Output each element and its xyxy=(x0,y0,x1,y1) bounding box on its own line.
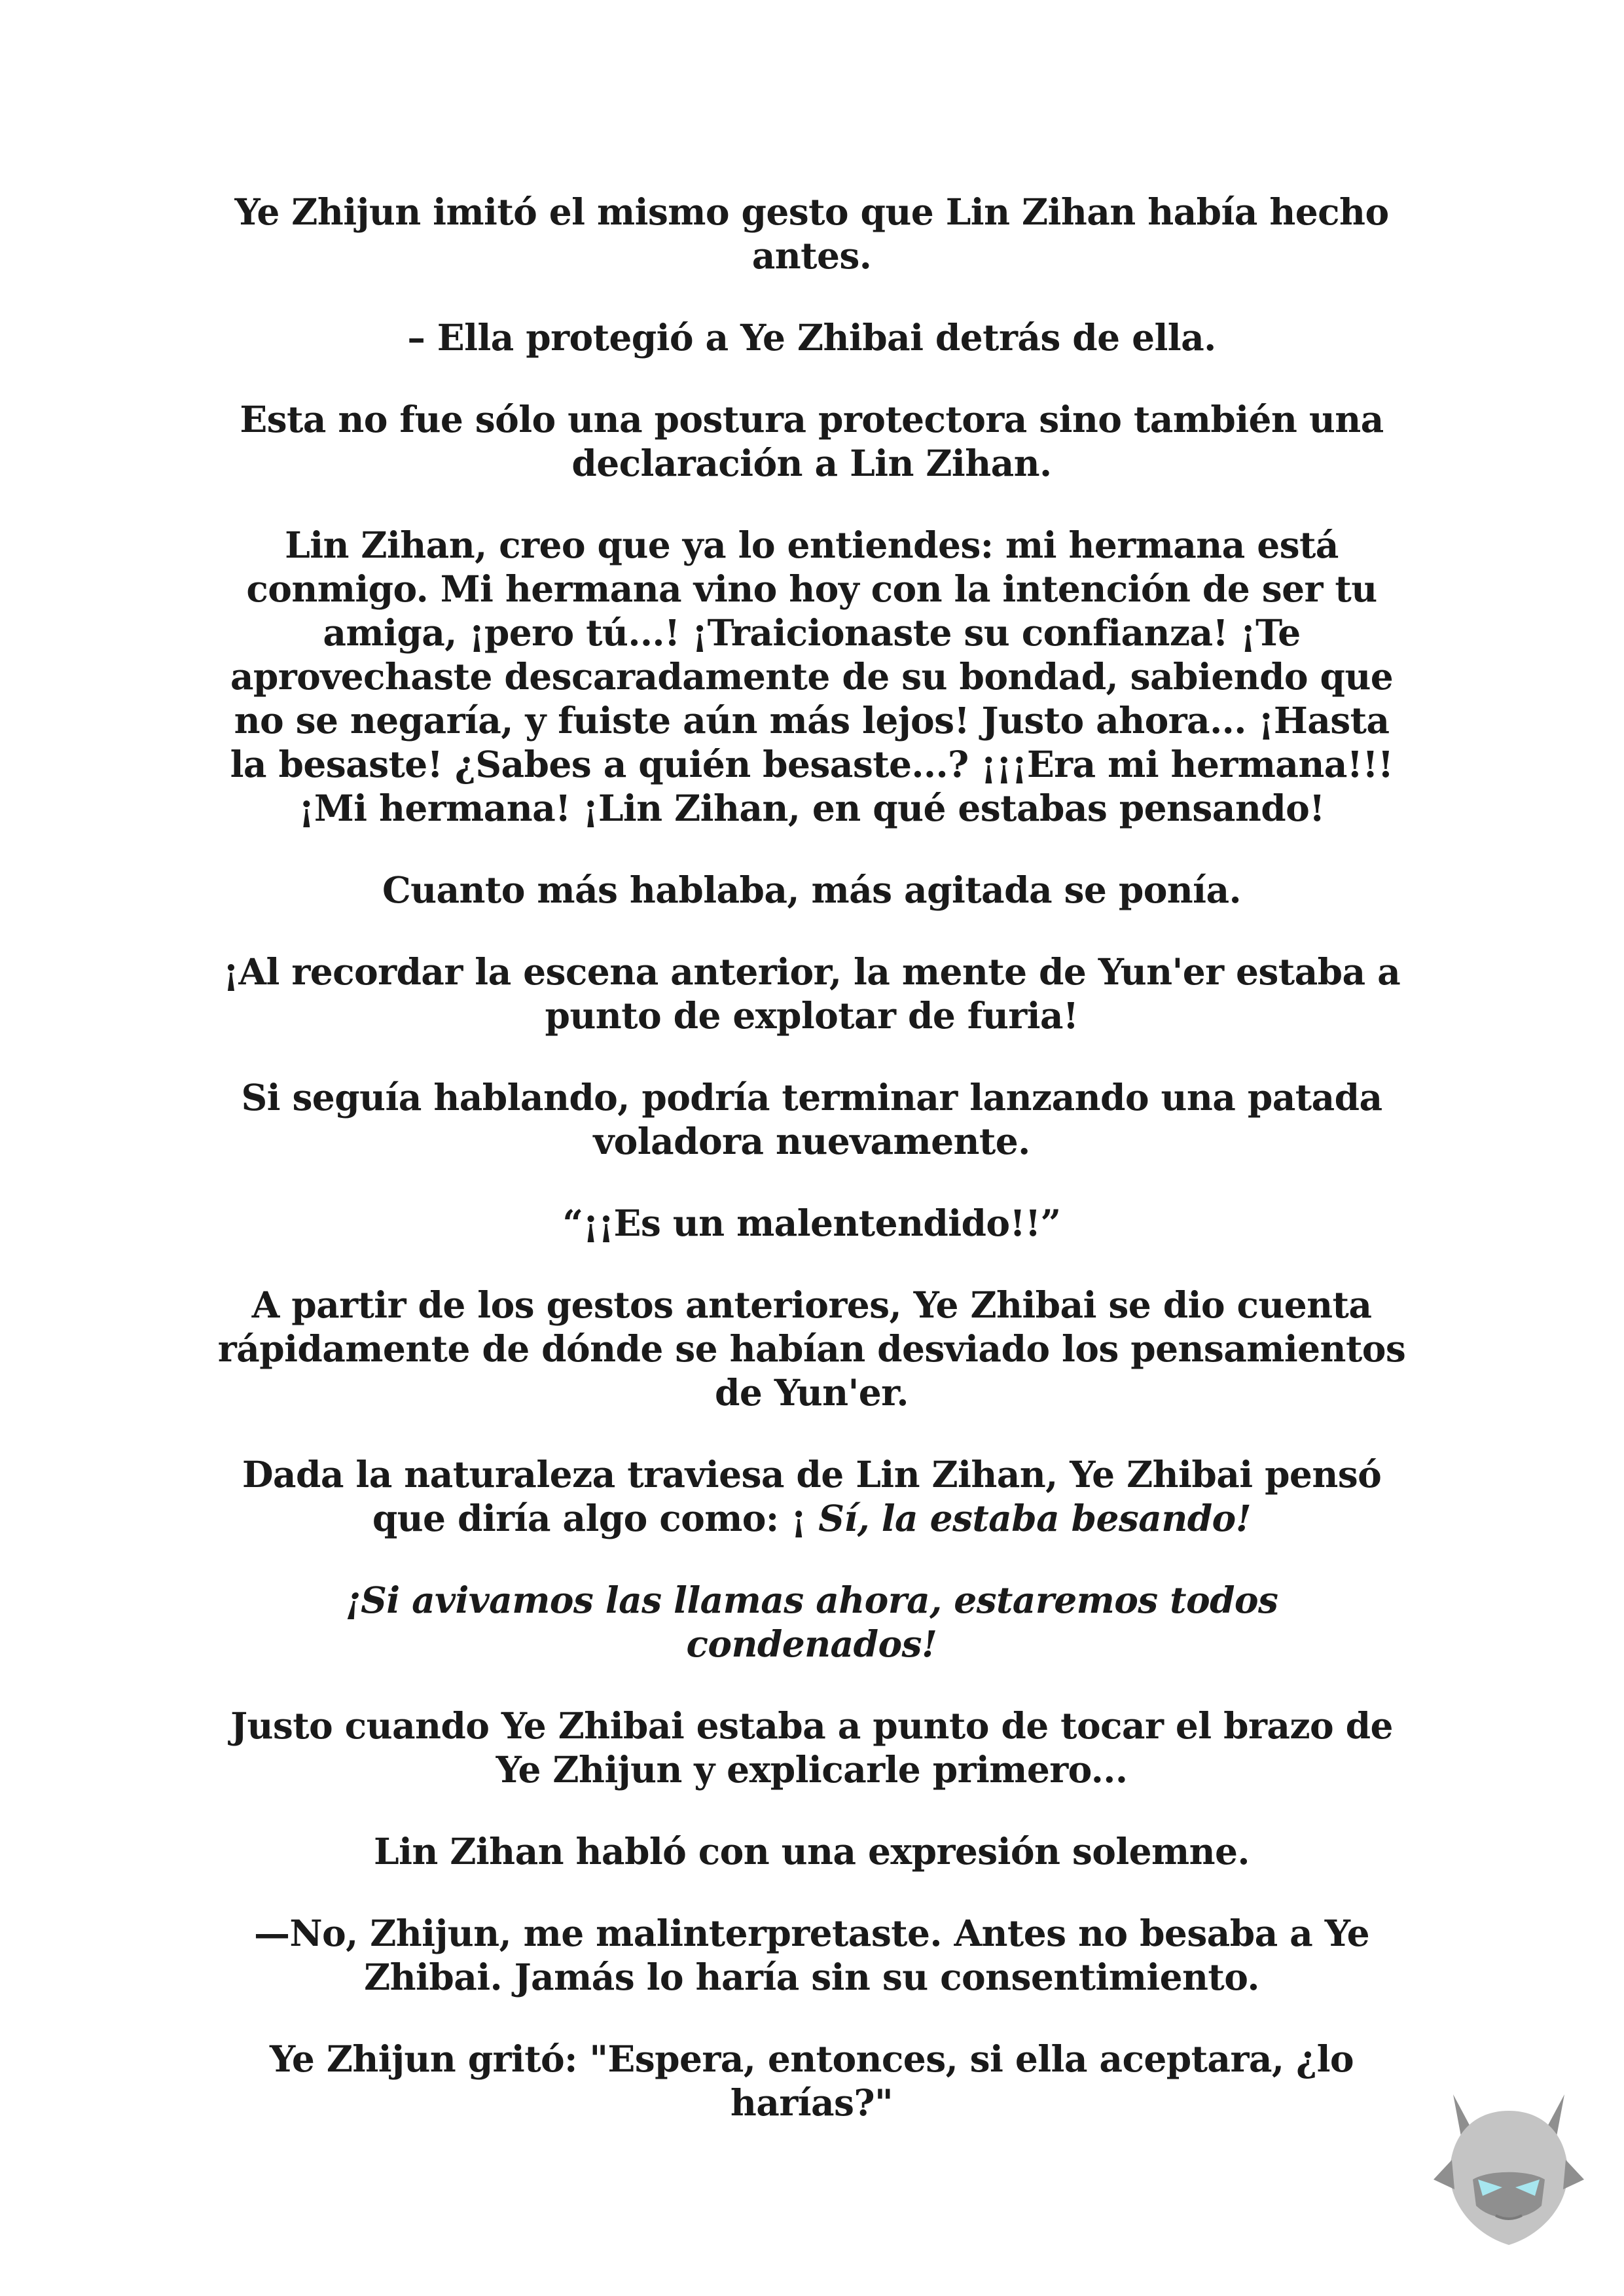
paragraph-text: Si seguía hablando, podría terminar lanzando una patada voladora nuevamente. xyxy=(241,1076,1382,1162)
paragraph-15 xyxy=(216,2037,1407,2125)
paragraph-italic-text: Sí, la estaba besando! xyxy=(818,1497,1252,1539)
paragraph-text: “¡¡Es un malentendido!!” xyxy=(562,1202,1061,1244)
paragraph-text: Ye Zhijun imitó el mismo gesto que Lin Zihan había hecho antes. xyxy=(234,190,1389,277)
paragraph-text: Cuanto más hablaba, más agitada se ponía. xyxy=(382,869,1242,911)
paragraph-5 xyxy=(216,868,1407,912)
paragraph-text: ¡Al recordar la escena anterior, la mente de Yun'er estaba a punto de explotar de furia! xyxy=(223,950,1401,1037)
paragraph-7 xyxy=(216,1075,1407,1163)
paragraph-italic-text: ¡Si avivamos las llamas ahora, estaremos todos condenados! xyxy=(345,1579,1278,1665)
paragraph-text: – Ella protegió a Ye Zhibai detrás de ella. xyxy=(407,316,1216,359)
right-spike xyxy=(1563,2160,1584,2189)
paragraph-13 xyxy=(216,1829,1407,1873)
paragraph-text: Justo cuando Ye Zhibai estaba a punto de tocar el brazo de Ye Zhijun y explicarle primero... xyxy=(230,1704,1393,1791)
paragraph-text: Lin Zihan habló con una expresión solemne. xyxy=(374,1830,1250,1873)
paragraph-text: Esta no fue sólo una postura protectora sino también una declaración a Lin Zihan. xyxy=(240,398,1384,484)
paragraph-text: Lin Zihan, creo que ya lo entiendes: mi hermana está conmigo. Mi hermana vino hoy con la intención de ser tu amiga, ¡pero tú...! ¡Traicionaste su confianza! ¡Te aprovechaste descaradamente de su bondad, sabiendo que no se negaría, y fuiste aún más lejos! Justo ahora... ¡Hasta la besaste! ¿Sabes a quién besaste...? ¡¡¡Era mi hermana!!! ¡Mi hermana! ¡Lin Zihan, en qué estabas pensando! xyxy=(230,524,1394,829)
paragraph-text: Dada la naturaleza traviesa de Lin Zihan, Ye Zhibai pensó que diría algo como: ¡ xyxy=(242,1453,1382,1539)
paragraph-12 xyxy=(216,1704,1407,1791)
paragraph-text: A partir de los gestos anteriores, Ye Zhibai se dio cuenta rápidamente de dónde se habían desviado los pensamientos de Yun'er. xyxy=(217,1283,1406,1414)
paragraph-2 xyxy=(216,315,1407,359)
paragraph-text: —No, Zhijun, me malinterpretaste. Antes no besaba a Ye Zhibai. Jamás lo haría sin su consentimiento. xyxy=(253,1912,1370,1998)
demon-head-icon xyxy=(1427,2081,1591,2251)
paragraph-1 xyxy=(216,190,1407,278)
paragraph-4 xyxy=(216,523,1407,830)
paragraph-8 xyxy=(216,1201,1407,1245)
paragraph-14 xyxy=(216,1911,1407,1999)
paragraph-9 xyxy=(216,1283,1407,1414)
paragraph-text: Ye Zhijun gritó: "Espera, entonces, si ella aceptara, ¿lo harías?" xyxy=(270,2037,1354,2124)
paragraph-6 xyxy=(216,950,1407,1037)
paragraph-3 xyxy=(216,397,1407,485)
paragraph-11 xyxy=(216,1578,1407,1666)
text-body xyxy=(216,190,1407,2162)
left-spike xyxy=(1434,2160,1454,2189)
paragraph-10 xyxy=(216,1452,1407,1540)
